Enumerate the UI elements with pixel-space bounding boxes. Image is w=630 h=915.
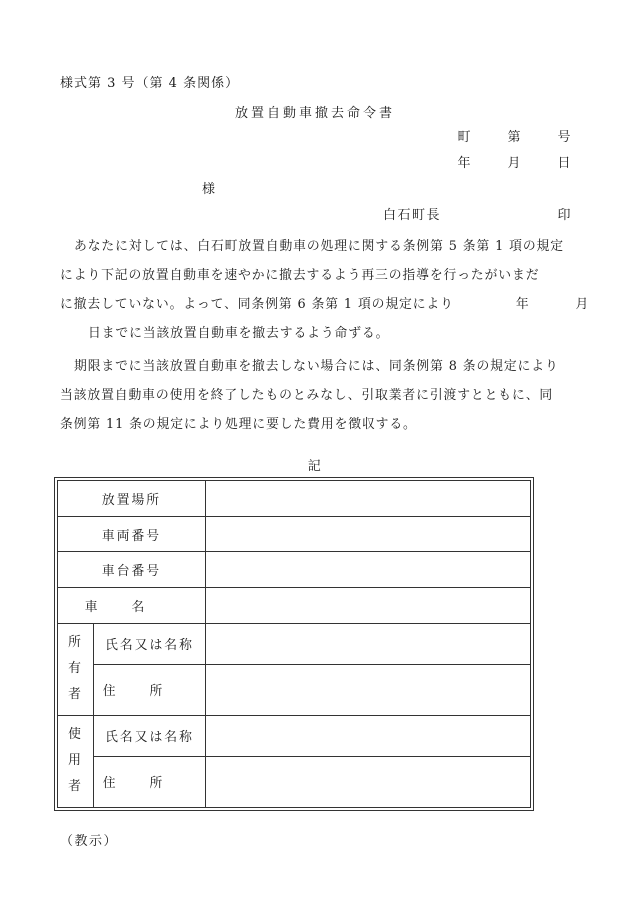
- plate-number-value[interactable]: [206, 516, 531, 552]
- p1-line-3: [60, 290, 590, 319]
- p2-line-3: 条例第 11 条の規定により処理に要した費用を徴収する。: [60, 417, 417, 432]
- order-paragraph: [60, 232, 590, 348]
- reference-number-line: [422, 126, 572, 145]
- owner-name-value[interactable]: [206, 623, 531, 664]
- ref-town: 町: [457, 130, 472, 145]
- issue-date-line: [422, 152, 572, 171]
- instruction-note: （教示）: [60, 834, 119, 849]
- plate-number-label: 車両番号: [58, 516, 206, 552]
- car-name-value[interactable]: [206, 588, 531, 624]
- user-address-value[interactable]: [206, 756, 531, 807]
- location-label: 放置場所: [58, 481, 206, 517]
- owner-char-2: 有: [68, 661, 83, 677]
- table-row: [58, 715, 531, 756]
- table-row: [58, 756, 531, 807]
- issuer-name: 白石町長: [383, 208, 442, 223]
- owner-address-value[interactable]: [206, 664, 531, 715]
- deadline-month: 月: [575, 297, 590, 312]
- car-name-label: 車名: [58, 588, 206, 624]
- user-name-label: 氏名又は名称: [94, 715, 206, 756]
- ref-go: 号: [557, 130, 572, 145]
- p1-line-4: 日までに当該放置自動車を撤去するよう命ずる。: [88, 326, 390, 341]
- document-title: 放置自動車撤去命令書: [234, 106, 395, 121]
- p1-line-1: あなたに対しては、白石町放置自動車の処理に関する条例第 5 条第 1 項の規定: [74, 239, 564, 254]
- user-group-label: [58, 715, 94, 807]
- owner-address-label: 住所: [94, 664, 206, 715]
- vehicle-details-table: [54, 477, 534, 811]
- owner-name-label: 氏名又は名称: [94, 623, 206, 664]
- form-number: 様式第 3 号（第 4 条関係）: [60, 76, 240, 91]
- user-char-1: 使: [68, 727, 83, 743]
- date-day: 日: [557, 156, 572, 171]
- p2-line-1: 期限までに当該放置自動車を撤去しない場合には、同条例第 8 条の規定により: [74, 359, 559, 374]
- ki-heading: 記: [307, 459, 323, 474]
- user-char-3: 者: [68, 779, 83, 795]
- owner-group-label: [58, 623, 94, 715]
- date-month: 月: [507, 156, 522, 171]
- user-name-value[interactable]: [206, 715, 531, 756]
- p1-line-3-text: に撤去していない。よって、同条例第 6 条第 1 項の規定により: [60, 297, 454, 312]
- table-row: [58, 588, 531, 624]
- owner-char-3: 者: [68, 687, 83, 703]
- seal-mark: 印: [557, 208, 572, 223]
- user-char-2: 用: [68, 753, 83, 769]
- deadline-year: 年: [515, 297, 530, 312]
- p1-line-2: により下記の放置自動車を速やかに撤去するよう再三の指導を行ったがいまだ: [60, 268, 540, 283]
- date-year: 年: [457, 156, 472, 171]
- ref-dai: 第: [507, 130, 522, 145]
- addressee-suffix: 様: [202, 182, 217, 197]
- consequence-paragraph: [60, 352, 580, 439]
- location-value[interactable]: [206, 481, 531, 517]
- p2-line-2: 当該放置自動車の使用を終了したものとみなし、引取業者に引渡すとともに、同: [60, 388, 554, 403]
- table-row: [58, 664, 531, 715]
- table-row: [58, 516, 531, 552]
- table-row: [58, 481, 531, 517]
- user-address-label: 住所: [94, 756, 206, 807]
- table-row: [58, 623, 531, 664]
- chassis-number-value[interactable]: [206, 552, 531, 588]
- chassis-number-label: 車台番号: [58, 552, 206, 588]
- owner-char-1: 所: [68, 635, 83, 651]
- table-row: [58, 552, 531, 588]
